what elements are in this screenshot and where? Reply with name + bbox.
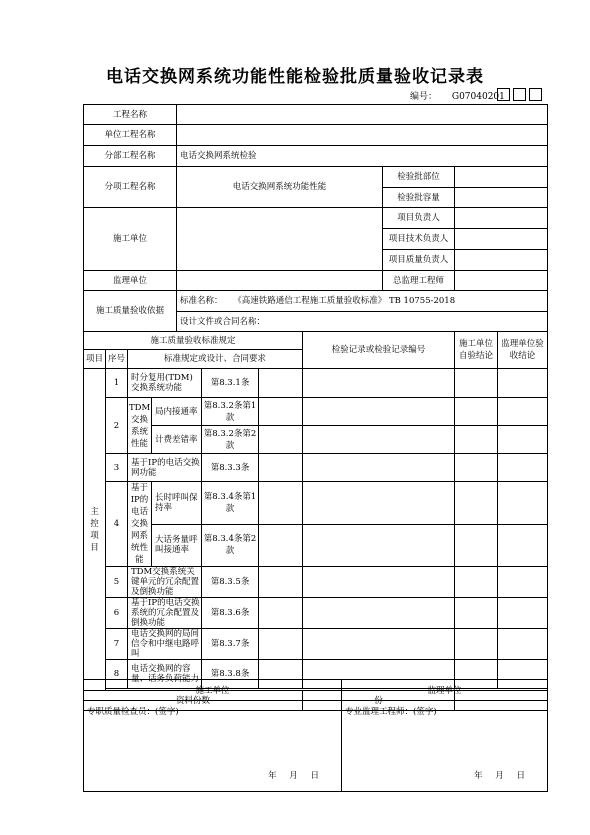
record-cell[interactable]	[303, 524, 455, 567]
data-count-label: 资料份数	[84, 691, 303, 711]
construction-conclusion-cell[interactable]	[455, 567, 498, 598]
spacer	[259, 629, 303, 660]
item-seq: 2	[106, 398, 128, 454]
project-leader-label: 项目负责人	[383, 208, 455, 229]
supervision-conclusion-cell[interactable]	[498, 426, 548, 454]
supervision-signature-area[interactable]	[342, 701, 548, 792]
quality-leader-field[interactable]	[455, 250, 548, 271]
construction-conclusion-cell[interactable]	[455, 598, 498, 629]
seq-header: 序号	[106, 350, 128, 369]
division-project-label: 分部工程名称	[84, 146, 177, 167]
item-desc: 电话交换网的容量、话务负荷能力	[128, 660, 202, 689]
inspection-location-label: 检验批部位	[383, 167, 455, 188]
spacer	[259, 567, 303, 598]
construction-unit-label: 施工单位	[84, 208, 177, 271]
item-clause: 第8.3.5条	[202, 567, 259, 598]
project-name-row	[84, 105, 548, 125]
item-seq: 4	[106, 482, 128, 567]
project-leader-field[interactable]	[455, 208, 548, 229]
supervision-engineer-label: 专业监理工程师：(签字)	[345, 707, 437, 717]
supervision-conclusion-cell[interactable]	[498, 524, 548, 567]
item-desc: TDM交换系统关键单元的冗余配置及倒换功能	[128, 567, 202, 598]
subdivision-label: 分项工程名称	[84, 167, 177, 208]
code-label: 编号：	[410, 92, 438, 102]
unit-project-field[interactable]	[177, 125, 548, 146]
construction-conclusion-cell[interactable]	[455, 426, 498, 454]
inspection-capacity-field[interactable]	[455, 188, 548, 208]
standard-value: 《高速铁路通信工程施工质量验收标准》 TB 10755-2018	[233, 296, 456, 306]
item-group: 基于IP的电话交换网系统性能	[128, 482, 152, 567]
record-header: 检验记录或检验记录编号	[303, 332, 455, 369]
spacer	[259, 369, 303, 398]
item-sub-desc: 局内接通率	[152, 398, 202, 426]
item-row	[84, 426, 548, 454]
item-group: TDM交换系统性能	[128, 398, 152, 454]
item-clause: 第8.3.4条第1款	[202, 482, 259, 525]
construction-inspector-label: 专职质量检查员：(签字)	[87, 707, 179, 717]
std-req-header: 标准规定或设计、合同要求	[128, 350, 303, 369]
record-cell[interactable]	[303, 482, 455, 525]
item-row	[84, 629, 548, 660]
data-count-unit: 份	[303, 691, 455, 711]
item-clause: 第8.3.1条	[202, 369, 259, 398]
item-clause: 第8.3.2条第2款	[202, 426, 259, 454]
item-row	[84, 598, 548, 629]
item-clause: 第8.3.8条	[202, 660, 259, 689]
item-sub-desc: 大话务量呼叫接通率	[152, 524, 202, 567]
item-desc: 基于IP的电话交换系统的冗余配置及倒换功能	[128, 598, 202, 629]
construction-conclusion-header: 施工单位自验结论	[455, 332, 498, 369]
spacer	[259, 482, 303, 525]
item-seq: 3	[106, 454, 128, 482]
supervision-conclusion-cell[interactable]	[498, 598, 548, 629]
item-clause: 第8.3.3条	[202, 454, 259, 482]
project-leader-row	[84, 208, 548, 229]
item-sub-desc: 计费差错率	[152, 426, 202, 454]
supervision-conclusion-cell[interactable]	[498, 482, 548, 525]
item-seq: 7	[106, 629, 128, 660]
division-project-value[interactable]: 电话交换网系统检验	[177, 146, 548, 167]
record-cell[interactable]	[303, 369, 455, 398]
unit-project-label: 单位工程名称	[84, 125, 177, 146]
supervision-date: 年 月 日	[474, 771, 525, 781]
construction-conclusion-cell[interactable]	[455, 524, 498, 567]
construction-conclusion-cell[interactable]	[455, 454, 498, 482]
project-name-label: 工程名称	[84, 105, 177, 125]
subdivision-value[interactable]: 电话交换网系统功能性能	[177, 167, 383, 208]
construction-date: 年 月 日	[268, 771, 319, 781]
tech-leader-field[interactable]	[455, 229, 548, 250]
spacer	[259, 426, 303, 454]
record-cell[interactable]	[303, 426, 455, 454]
item-row	[84, 398, 548, 426]
item-seq: 1	[106, 369, 128, 398]
document-code	[410, 89, 505, 102]
item-seq: 6	[106, 598, 128, 629]
record-cell[interactable]	[303, 454, 455, 482]
spacer	[259, 598, 303, 629]
record-cell[interactable]	[303, 398, 455, 426]
supervision-unit-label: 监理单位	[84, 271, 177, 291]
quality-leader-label: 项目质量负责人	[383, 250, 455, 271]
std-provisions-header: 施工质量验收标准规定	[84, 332, 303, 350]
sig-supervision-unit: 监理单位	[342, 680, 548, 701]
supervision-row	[84, 271, 548, 291]
chief-supervisor-label: 总监理工程师	[383, 271, 455, 291]
item-clause: 第8.3.7条	[202, 629, 259, 660]
item-seq: 5	[106, 567, 128, 598]
standard-name	[177, 291, 548, 312]
record-cell[interactable]	[303, 629, 455, 660]
page-title: 电话交换网系统功能性能检验批质量验收记录表	[106, 67, 484, 87]
code-box[interactable]	[497, 88, 510, 101]
item-clause: 第8.3.4条第2款	[202, 524, 259, 567]
item-row	[84, 369, 548, 398]
item-clause: 第8.3.2条第1款	[202, 398, 259, 426]
code-value: G07040201	[451, 92, 505, 102]
construction-conclusion-cell[interactable]	[455, 369, 498, 398]
inspection-capacity-label: 检验批容量	[383, 188, 455, 208]
item-row	[84, 482, 548, 525]
supervision-conclusion-cell[interactable]	[498, 629, 548, 660]
item-clause: 第8.3.6条	[202, 598, 259, 629]
unit-project-row	[84, 125, 548, 146]
construction-conclusion-cell[interactable]	[455, 629, 498, 660]
division-project-row	[84, 146, 548, 167]
item-desc: 时分复用(TDM)交换系统功能	[128, 369, 202, 398]
quality-basis-row	[84, 291, 548, 312]
item-header: 项目	[84, 350, 106, 369]
construction-unit-field[interactable]	[177, 208, 383, 271]
supervision-conclusion-cell[interactable]	[498, 454, 548, 482]
item-sub-desc: 长时呼叫保持率	[152, 482, 202, 525]
spacer	[259, 398, 303, 426]
acceptance-form-table	[83, 104, 548, 711]
chief-supervisor-field[interactable]	[455, 271, 548, 291]
spacer	[259, 524, 303, 567]
project-name-field[interactable]	[177, 105, 548, 125]
item-desc: 基于IP的电话交换网功能	[128, 454, 202, 482]
sig-construction-unit: 施工单位	[84, 680, 342, 701]
item-desc: 电话交换网的局间信令和中继电路呼叫	[128, 629, 202, 660]
item-row	[84, 454, 548, 482]
quality-basis-label: 施工质量验收依据	[84, 291, 177, 332]
spacer	[259, 454, 303, 482]
inspection-location-field[interactable]	[455, 167, 548, 188]
item-row	[84, 524, 548, 567]
main-control-label: 主控项目	[84, 369, 106, 691]
construction-conclusion-cell[interactable]	[455, 398, 498, 426]
code-box[interactable]	[513, 88, 526, 101]
supervision-conclusion-cell[interactable]	[498, 567, 548, 598]
construction-conclusion-cell[interactable]	[455, 482, 498, 525]
subdivision-row	[84, 167, 548, 188]
supervision-conclusion-header: 监理单位验收结论	[498, 332, 548, 369]
supervision-unit-field[interactable]	[177, 271, 383, 291]
standard-label: 标准名称：	[180, 296, 223, 306]
tech-leader-label: 项目技术负责人	[383, 229, 455, 250]
record-cell[interactable]	[303, 567, 455, 598]
header-row	[84, 332, 548, 350]
signature-table	[83, 679, 548, 792]
code-box[interactable]	[529, 88, 542, 101]
item-seq: 8	[106, 660, 128, 689]
item-row	[84, 567, 548, 598]
supervision-conclusion-cell[interactable]	[498, 369, 548, 398]
construction-signature-area[interactable]	[84, 701, 342, 792]
supervision-conclusion-cell[interactable]	[498, 398, 548, 426]
design-docs-label[interactable]: 设计文件或合同名称：	[177, 312, 548, 332]
record-cell[interactable]	[303, 598, 455, 629]
